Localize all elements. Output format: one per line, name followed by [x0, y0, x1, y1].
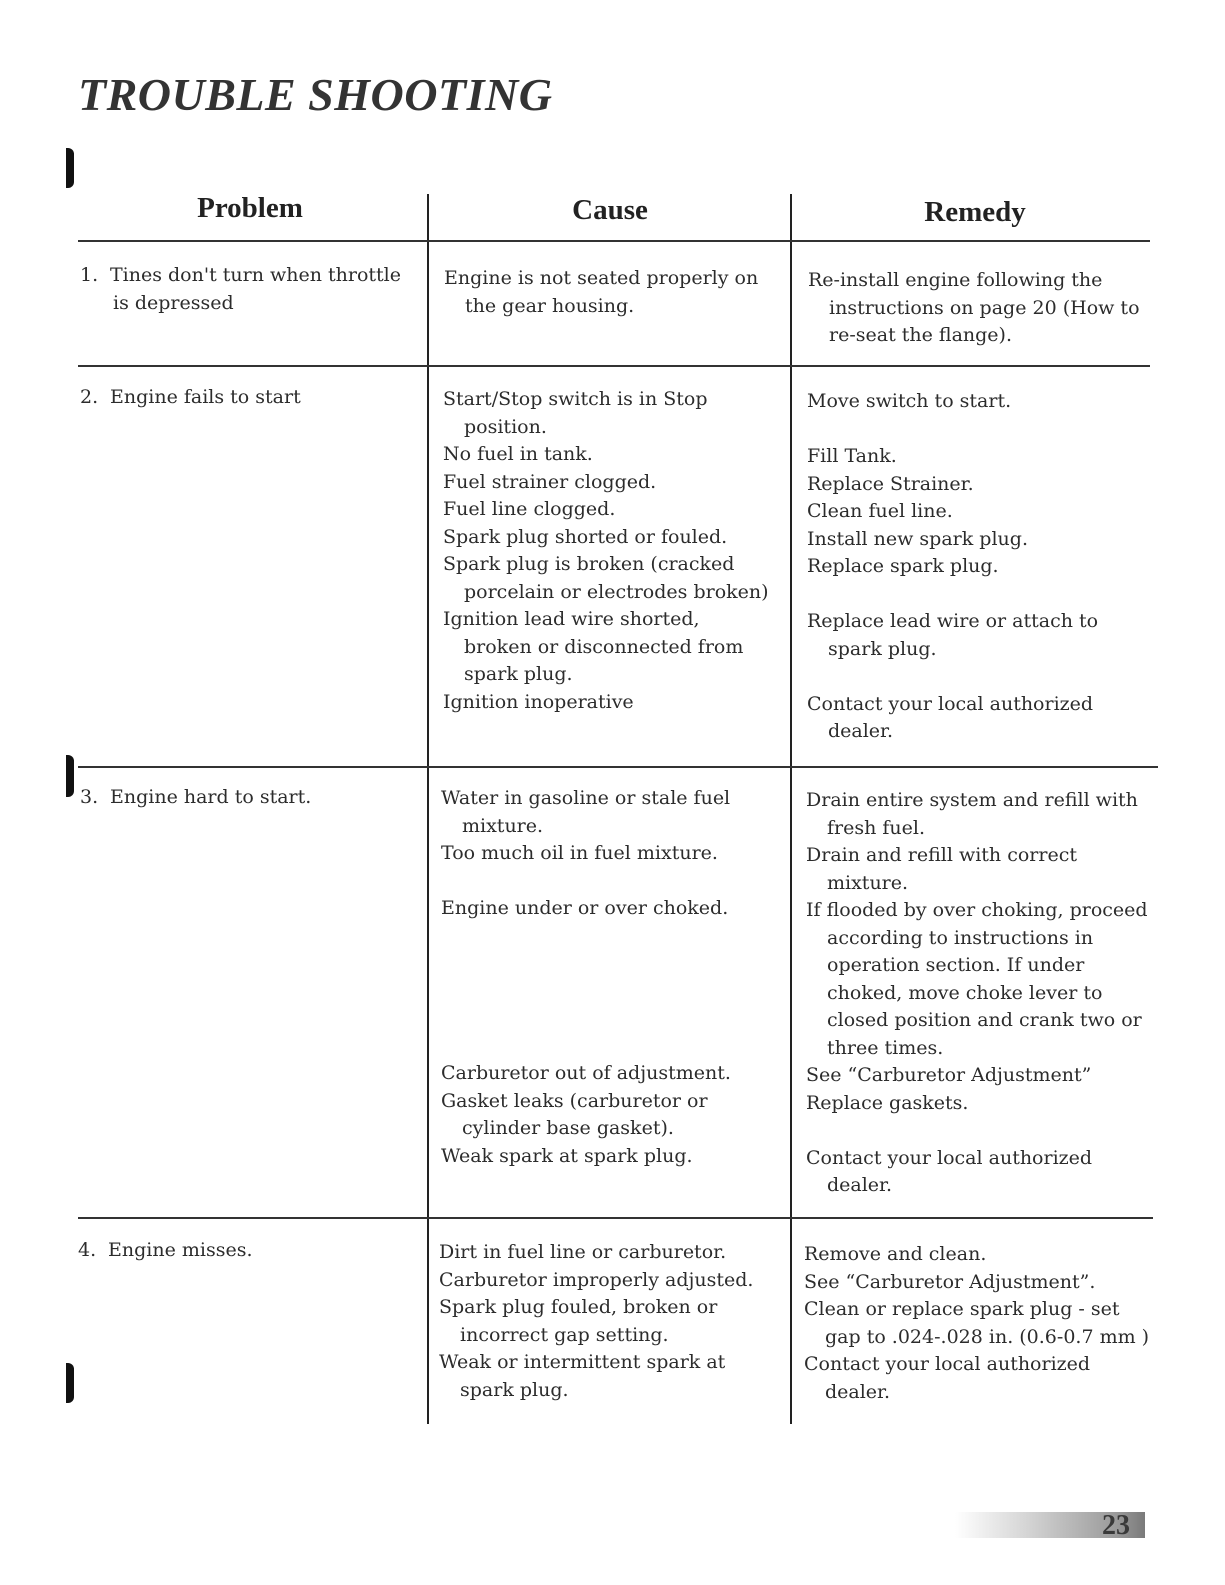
- spacer: [441, 950, 777, 978]
- remedy-entry: Replace Strainer.: [807, 472, 974, 495]
- problem-entry: [78, 1237, 410, 1265]
- cause-cell-1: [444, 265, 780, 320]
- problem-cell-4: [78, 1237, 410, 1265]
- problem-number: 4.: [78, 1239, 97, 1261]
- page-number: 23: [1102, 1510, 1130, 1541]
- cause-entry: Engine is not seated properly on the gear housing.: [444, 267, 759, 317]
- column-header-remedy: Remedy: [924, 196, 1026, 228]
- remedy-entry: Replace spark plug.: [807, 555, 999, 577]
- cause-entry: Water in gasoline or stale fuel mixture.: [441, 787, 731, 837]
- binding-mark-middle: [66, 755, 74, 797]
- problem-cell-1: [80, 262, 412, 317]
- remedy-entry: Re-install engine following the instructions on page 20 (How to re-seat the flange).: [808, 269, 1140, 346]
- cause-entry: Ignition lead wire shorted, broken or disconnected from spark plug.: [443, 608, 744, 685]
- cause-entry: Dirt in fuel line or carburetor.: [439, 1241, 727, 1263]
- row-rule-3: [78, 1217, 1153, 1219]
- remedy-entry: Move switch to start.: [807, 390, 1012, 412]
- remedy-entry: See “Carburetor Adjustment”: [806, 1064, 1092, 1086]
- binding-mark-bottom: [66, 1363, 74, 1403]
- spacer: [807, 416, 1152, 444]
- cause-entry: Ignition inoperative: [443, 690, 634, 713]
- spacer: [806, 1117, 1151, 1145]
- row-rule-2: [78, 766, 1158, 768]
- cause-entry: Weak spark at spark plug.: [441, 1144, 693, 1167]
- remedy-entry: Install new spark plug.: [807, 527, 1028, 550]
- problem-number: 2.: [80, 386, 99, 408]
- cause-entry: Carburetor out of adjustment.: [441, 1062, 731, 1084]
- cause-entry: Spark plug shorted or fouled.: [443, 525, 728, 548]
- cause-cell-4: [439, 1239, 779, 1404]
- spacer: [441, 923, 777, 951]
- cause-entry: No fuel in tank.: [443, 443, 593, 465]
- remedy-entry: Clean fuel line.: [807, 500, 953, 522]
- cause-entry: Engine under or over choked.: [441, 897, 729, 919]
- spacer: [441, 1005, 777, 1033]
- problem-cell-2: [80, 384, 412, 412]
- remedy-entry: Drain and refill with correct mixture.: [806, 844, 1077, 894]
- remedy-entry: Contact your local authorized dealer.: [807, 692, 1094, 742]
- spacer: [441, 978, 777, 1006]
- cause-entry: Spark plug is broken (cracked porcelain or electrodes broken): [443, 553, 769, 603]
- problem-text: Engine misses.: [108, 1239, 253, 1261]
- problem-number: 1.: [80, 264, 99, 286]
- binding-mark-top: [66, 148, 74, 188]
- remedy-entry: See “Carburetor Adjustment”.: [804, 1270, 1096, 1293]
- cause-cell-3: [441, 785, 777, 1170]
- problem-text: Engine fails to start: [110, 386, 301, 408]
- row-rule-1: [78, 365, 1150, 367]
- column-header-problem: Problem: [197, 192, 303, 224]
- problem-text: Tines don't turn when throttle is depressed: [110, 264, 401, 314]
- column-divider-1: [427, 194, 429, 1424]
- cause-entry: Gasket leaks (carburetor or cylinder base gasket).: [441, 1089, 708, 1139]
- problem-entry: [80, 262, 412, 317]
- remedy-entry: If flooded by over choking, proceed according to instructions in operation section. If under choked, move choke lever to closed position and crank two or three times.: [806, 899, 1148, 1059]
- problem-number: 3.: [80, 786, 99, 808]
- header-rule: [78, 240, 1150, 242]
- column-divider-2: [790, 194, 792, 1424]
- remedy-cell-4: [804, 1241, 1154, 1406]
- spacer: [441, 868, 777, 896]
- spacer: [807, 663, 1152, 691]
- cause-entry: Fuel line clogged.: [443, 498, 616, 520]
- remedy-entry: Contact your local authorized dealer.: [804, 1353, 1091, 1403]
- remedy-cell-3: [806, 787, 1151, 1200]
- cause-entry: Fuel strainer clogged.: [443, 470, 657, 493]
- page-title: TROUBLE SHOOTING: [78, 69, 553, 120]
- remedy-entry: Replace lead wire or attach to spark plug.: [807, 610, 1099, 660]
- cause-entry: Carburetor improperly adjusted.: [439, 1268, 754, 1291]
- cause-entry: Start/Stop switch is in Stop position.: [443, 388, 708, 438]
- problem-text: Engine hard to start.: [110, 786, 312, 808]
- problem-cell-3: [80, 784, 412, 812]
- cause-entry: Spark plug fouled, broken or incorrect gap setting.: [439, 1296, 718, 1346]
- remedy-entry: Clean or replace spark plug - set gap to .024-.028 in. (0.6-0.7 mm ): [804, 1298, 1150, 1348]
- remedy-entry: Contact your local authorized dealer.: [806, 1146, 1093, 1196]
- problem-entry: [80, 384, 412, 412]
- spacer: [441, 1033, 777, 1061]
- column-header-cause: Cause: [572, 194, 648, 226]
- remedy-entry: Remove and clean.: [804, 1243, 987, 1265]
- spacer: [807, 581, 1152, 609]
- problem-entry: [80, 784, 412, 812]
- remedy-cell-1: [808, 267, 1153, 350]
- remedy-cell-2: [807, 388, 1152, 746]
- remedy-entry: Replace gaskets.: [806, 1091, 969, 1114]
- cause-cell-2: [443, 386, 783, 716]
- remedy-entry: Fill Tank.: [807, 445, 897, 467]
- cause-entry: Weak or intermittent spark at spark plug.: [439, 1351, 726, 1401]
- cause-entry: Too much oil in fuel mixture.: [441, 842, 718, 864]
- remedy-entry: Drain entire system and refill with fresh fuel.: [806, 789, 1138, 839]
